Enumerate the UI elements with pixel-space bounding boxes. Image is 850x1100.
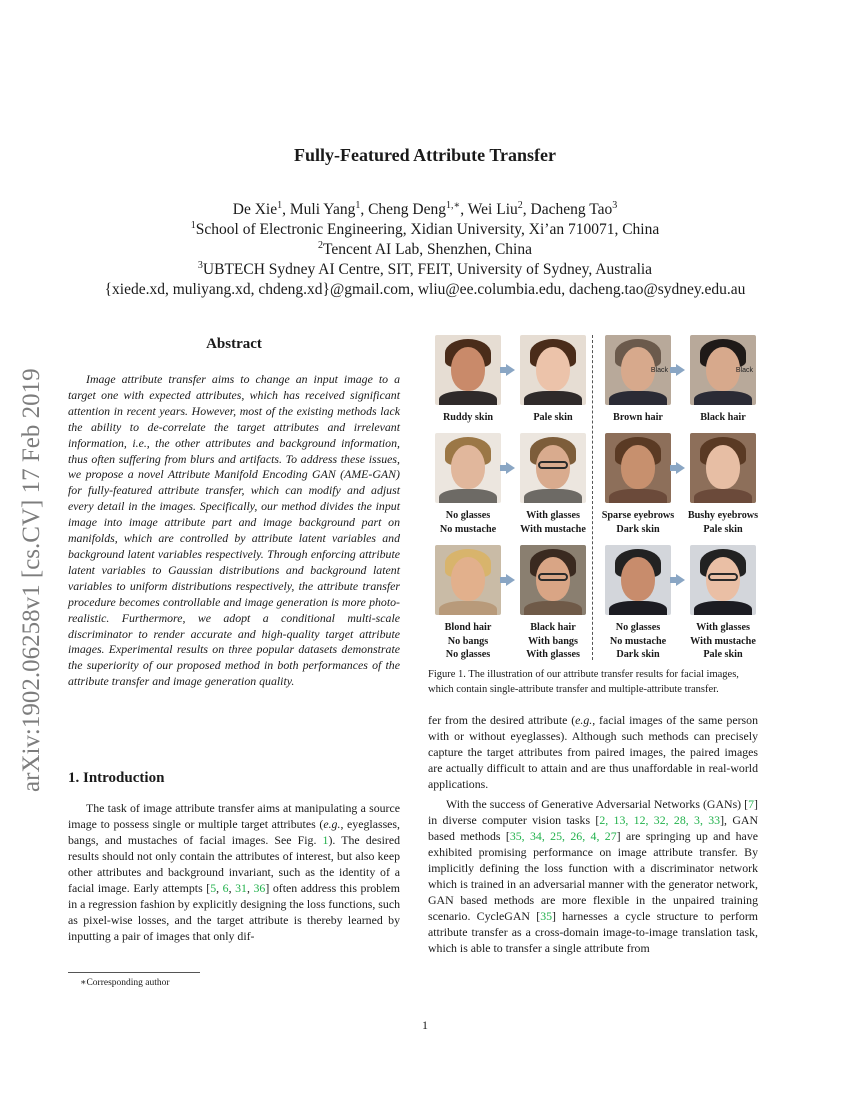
face-image: Black — [605, 335, 671, 405]
face-image — [690, 545, 756, 615]
citation-link[interactable]: 5 — [210, 881, 217, 895]
panel-caption: Sparse eyebrows Dark skin — [601, 510, 675, 535]
author-name: Dacheng Tao — [530, 201, 613, 218]
author-name: Muli Yang — [289, 201, 356, 218]
panel-caption: Blond hair No bangs No glasses — [444, 622, 492, 660]
page-number: 1 — [422, 1018, 428, 1032]
introduction-paragraph: The task of image attribute transfer aims at manipulating a source image to possess single or multiple target attributes (e.g., eyeglasses, bangs, and mustaches of facial images. See Fig. 1). The desired results should not only contain the attributes of interest, but also keep other attributes and background invariant, such as the identity of a facial image. Early attempts [5, 6, 31, 36] often address this problem in a regression fashion by explicitly designing the loss functions, such as pixel-wise losses, and the target attribute is thereby learned by inputting a pair of images that only dif- — [68, 801, 401, 943]
transfer-arrow-icon — [676, 574, 685, 586]
abstract-body: Image attribute transfer aims to change an input image to a target one with expected attributes, which has received significant attention in recent years. However, most of the existing methods lack the ability to de-correlate the target attributes and irrelevant information, i.e., the other attributes and background information, thus often suffering from blurs and artifacts. To address these issues, we propose a novel Attribute Manifold Encoding GAN (AME-GAN) for fully-featured attribute transfer, which can modify and adjust every detail in the images. Specifically, our method divides the input image into image attribute part and image background part on manifolds, which are controlled by attribute latent variables and background latent variables respectively. Through enforcing attribute latent variables to Gaussian distributions and background latent variables to uniform distributions respectively, the attribute transfer procedure becomes controllable and image generation is more photo-realistic. Furthermore, we adopt a conditional multi-scale discriminator to render accurate and high-quality target attribute images. Experimental results on three popular datasets demonstrate the superiority of our proposed method in both performances of the attribute transfer and image generation quality. — [68, 372, 400, 689]
panel-caption: With glasses With mustache — [520, 510, 586, 535]
author-name: Cheng Deng — [368, 201, 446, 218]
transfer-arrow-icon — [676, 462, 685, 474]
affiliation: $^2$Tencent AI Lab, Shenzhen, China — [318, 239, 532, 258]
citation-link[interactable]: 35 — [540, 909, 553, 923]
figure-reference-link[interactable]: 1 — [322, 833, 329, 847]
face-image — [520, 335, 586, 405]
paragraph: fer from the desired attribute (e.g., facial images of the same person with or without eyeglasses). Although such methods can precisely capture the target attributes from paired images, the paired images are actually difficult to attain and are thus unaffordable in real-world applications. — [428, 713, 758, 791]
transfer-arrow-icon — [676, 364, 685, 376]
footnote-corresponding-author: ∗Corresponding author — [80, 978, 170, 988]
author-name: De Xie — [232, 201, 278, 218]
citation-link[interactable]: 31 — [235, 881, 247, 895]
paper-title: Fully-Featured Attribute Transfer — [294, 145, 556, 165]
footnote-divider — [68, 972, 200, 973]
panel-caption: No glasses No mustache — [439, 510, 497, 535]
face-image — [520, 545, 586, 615]
section-heading-introduction: 1. Introduction — [68, 770, 165, 786]
face-image — [435, 545, 501, 615]
face-image — [435, 335, 501, 405]
figure-divider — [592, 335, 593, 660]
affiliation: $^1$School of Electronic Engineering, Xidian University, Xi’an 710071, China — [190, 219, 660, 238]
panel-caption: With glasses With mustache Pale skin — [690, 622, 756, 660]
citation-link[interactable]: 35, 34, 25, 26, 4, 27 — [509, 829, 617, 843]
panel-caption: Black hair — [700, 412, 746, 423]
face-image — [520, 433, 586, 503]
panel-caption: Brown hair — [613, 412, 663, 423]
panel-caption: Ruddy skin — [442, 412, 494, 423]
transfer-arrow-icon — [506, 462, 515, 474]
face-image — [605, 545, 671, 615]
transfer-arrow-icon — [506, 574, 515, 586]
author-name: Wei Liu — [467, 201, 518, 218]
abstract-heading: Abstract — [206, 336, 262, 352]
face-image: Black — [690, 335, 756, 405]
face-image — [435, 433, 501, 503]
author-emails: {xiede.xd, muliyang.xd, chdeng.xd}@gmail.com, wliu@ee.columbia.edu, dacheng.tao@sydney.edu.au — [104, 281, 746, 298]
citation-link[interactable]: 2, 13, 12, 32, 28, 3, 33 — [599, 813, 721, 827]
panel-caption: Pale skin — [533, 412, 573, 423]
panel-caption: Bushy eyebrows Pale skin — [687, 510, 759, 535]
author-block — [0, 200, 850, 300]
citation-link[interactable]: 6 — [222, 881, 229, 895]
transfer-arrow-icon — [506, 364, 515, 376]
citation-link[interactable]: 36 — [253, 881, 266, 895]
panel-caption: No glasses No mustache Dark skin — [609, 622, 667, 660]
face-image — [690, 433, 756, 503]
citation-link[interactable]: 7 — [748, 797, 755, 811]
introduction-continued — [428, 712, 758, 956]
figure-1 — [428, 333, 758, 663]
author-list: De Xie$^1$, Muli Yang$^1$, Cheng Deng$^{1,∗}$, Wei Liu$^2$, Dacheng Tao$^3$ — [232, 199, 618, 218]
face-image — [605, 433, 671, 503]
figure-caption: Figure 1. The illustration of our attribute transfer results for facial images, which contain single-attribute transfer and multiple-attribute transfer. — [428, 669, 739, 695]
affiliation: $^3$UBTECH Sydney AI Centre, SIT, FEIT, University of Sydney, Australia — [197, 259, 653, 278]
panel-caption: Black hair With bangs With glasses — [526, 622, 580, 660]
paragraph: With the success of Generative Adversarial Networks (GANs) [7] in diverse computer vision tasks [2, 13, 12, 32, 28, 3, 33], GAN based methods [35, 34, 25, 26, 4, 27] are springing up and have exhibited promising performance on image attribute transfer. By implicitly defining the loss function with a discriminator network which is trained in an adversarial manner with the generator network, GAN based methods are more flexible in the unpaired training scenario. CycleGAN [35] harnesses a cycle structure to perform attribute transfer as a cross-domain image-to-image translation task, which is able to transfer a single attribute from — [428, 797, 758, 955]
arxiv-identifier: arXiv:1902.06258v1 [cs.CV] 17 Feb 2019 — [18, 368, 45, 792]
